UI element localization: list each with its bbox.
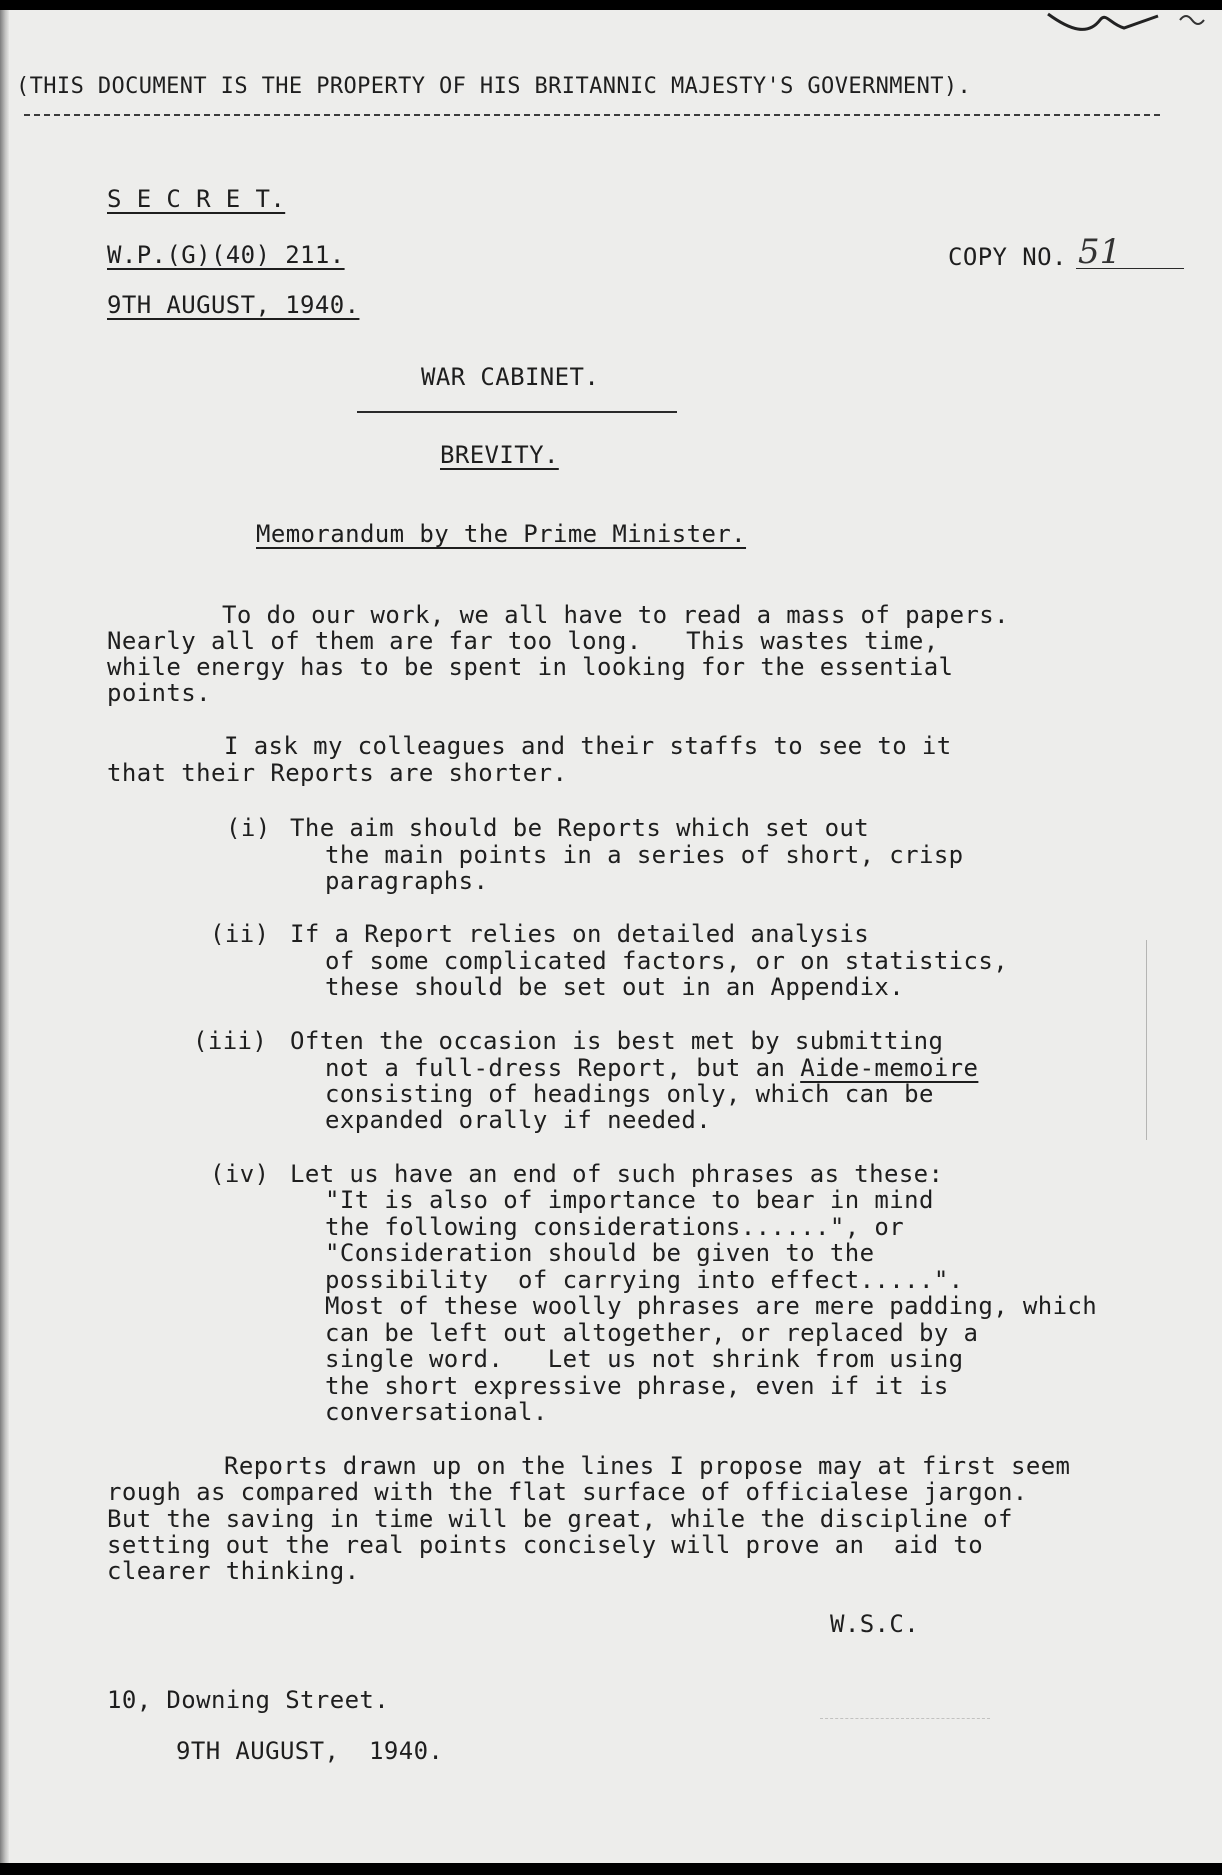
war-cabinet-heading: WAR CABINET. [421, 363, 600, 391]
paragraph-1-line: points. [107, 679, 211, 707]
page-edge-shadow [0, 10, 9, 1863]
heading-rule [357, 411, 677, 413]
item-line: of some complicated factors, or on statistics, [325, 947, 1009, 975]
item-line-text: not a full-dress Report, but an [325, 1054, 801, 1082]
item-line: these should be set out in an Appendix. [325, 973, 905, 1001]
item-line: "It is also of importance to bear in mind [325, 1186, 934, 1214]
paragraph-3-line: clearer thinking. [107, 1557, 360, 1585]
copy-number: 51 [1078, 232, 1122, 272]
document-date: 9TH AUGUST, 1940. [107, 291, 360, 319]
item-line: the following considerations......", or [325, 1213, 905, 1241]
header-divider [24, 114, 1160, 116]
paragraph-1-line: To do our work, we all have to read a mass of papers. [222, 601, 1010, 629]
subject-title: BREVITY. [440, 441, 559, 469]
item-line: "Consideration should be given to the [325, 1239, 875, 1267]
item-line: If a Report relies on detailed analysis [290, 920, 870, 948]
item-line: paragraphs. [325, 867, 489, 895]
item-line: Often the occasion is best met by submitting [290, 1027, 944, 1055]
item-line: Let us have an end of such phrases as these: [290, 1160, 944, 1188]
item-line: consisting of headings only, which can be [325, 1080, 934, 1108]
reference-text: W.P.(G)(40) 211. [107, 241, 345, 269]
item-number: (ii) [210, 920, 270, 948]
item-line: Most of these woolly phrases are mere padding, which [325, 1292, 1098, 1320]
item-number: (iv) [210, 1160, 270, 1188]
aide-memoire-term: Aide-memoire [800, 1054, 979, 1082]
item-line: expanded orally if needed. [325, 1106, 712, 1134]
property-notice: (THIS DOCUMENT IS THE PROPERTY OF HIS BRITANNIC MAJESTY'S GOVERNMENT). [16, 74, 972, 99]
item-number: (iii) [193, 1027, 268, 1055]
item-line: conversational. [325, 1398, 548, 1426]
paragraph-3-line: But the saving in time will be great, while the discipline of [107, 1505, 1013, 1533]
document-page [0, 10, 1222, 1863]
item-line: the main points in a series of short, crisp [325, 841, 964, 869]
copy-label: COPY NO. [948, 243, 1067, 271]
paragraph-1-line: while energy has to be spent in looking for the essential [107, 653, 954, 681]
handwritten-mark [1040, 10, 1220, 46]
address: 10, Downing Street. [107, 1686, 390, 1714]
margin-mark [1146, 940, 1147, 1140]
item-line: can be left out altogether, or replaced by a [325, 1319, 979, 1347]
paragraph-2-line: I ask my colleagues and their staffs to see to it [224, 732, 952, 760]
signature-initials: W.S.C. [830, 1610, 920, 1638]
footer-date: 9TH AUGUST, 1940. [176, 1737, 444, 1765]
faint-mark [820, 1718, 990, 1719]
memo-by: Memorandum by the Prime Minister. [256, 520, 747, 548]
item-line: single word. Let us not shrink from using [325, 1345, 964, 1373]
item-line: the short expressive phrase, even if it is [325, 1372, 949, 1400]
paragraph-3-line: Reports drawn up on the lines I propose may at first seem [224, 1452, 1071, 1480]
item-line [325, 1055, 978, 1082]
copy-number-line [1076, 268, 1184, 269]
paragraph-1-line: Nearly all of them are far too long. This wastes time, [107, 627, 939, 655]
paragraph-3-line: rough as compared with the flat surface of officialese jargon. [107, 1478, 1028, 1506]
classification: S E C R E T. [107, 185, 286, 213]
item-number: (i) [226, 814, 271, 842]
item-line: The aim should be Reports which set out [290, 814, 870, 842]
paragraph-3-line: setting out the real points concisely will prove an aid to [107, 1531, 984, 1559]
paragraph-2-line: that their Reports are shorter. [107, 759, 568, 787]
reference-number [107, 242, 345, 269]
item-line: possibility of carrying into effect.....". [325, 1266, 964, 1294]
